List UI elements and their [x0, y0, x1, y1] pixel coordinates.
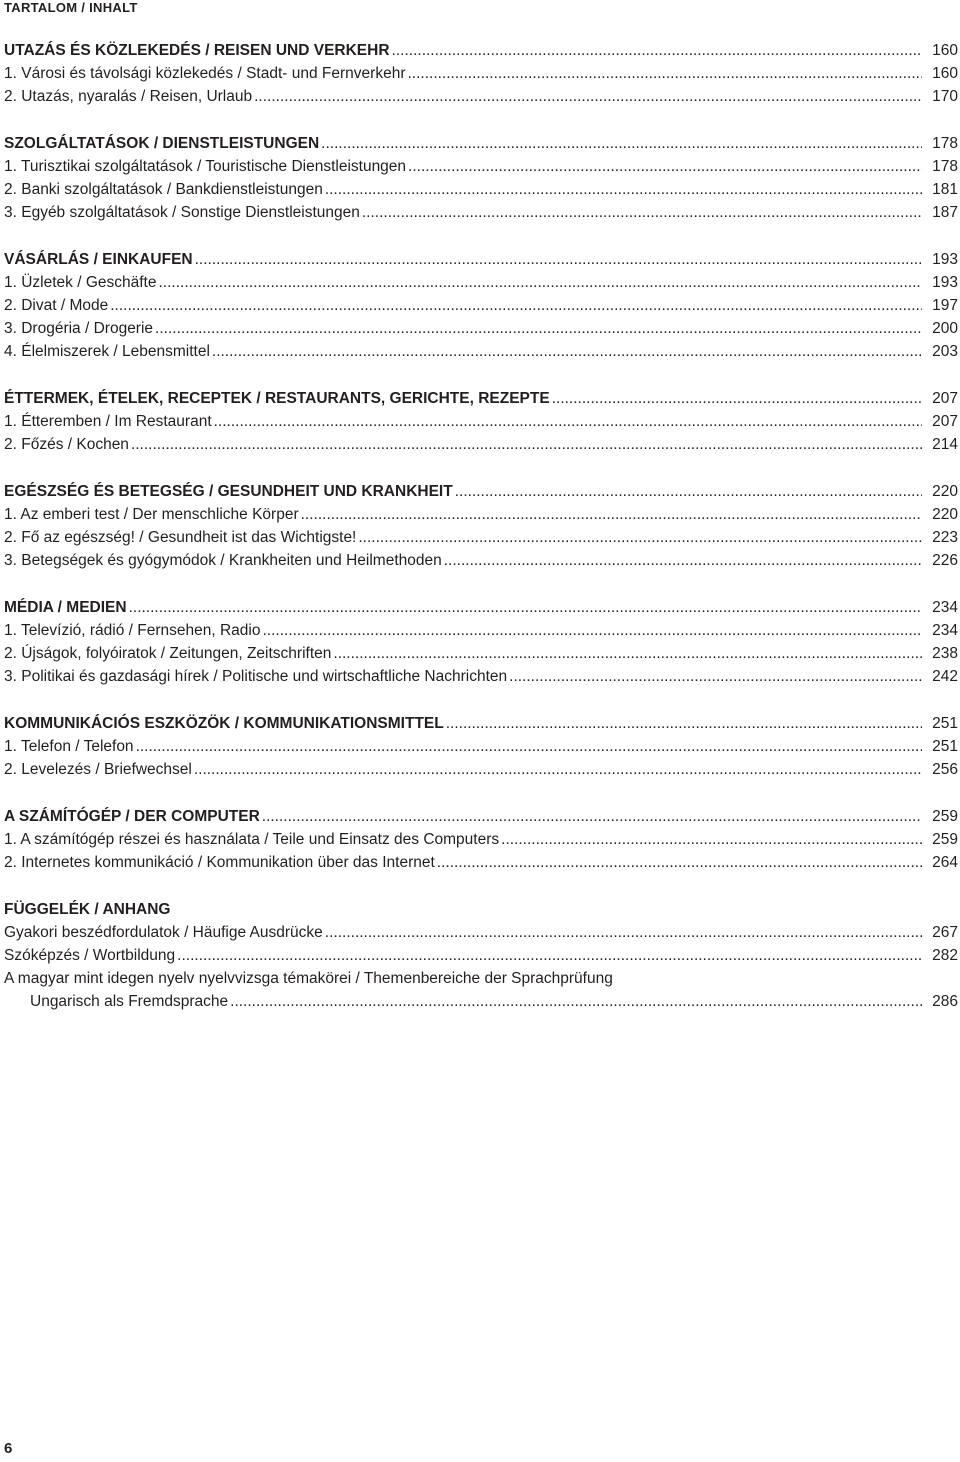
- section-heading-label: KOMMUNIKÁCIÓS ESZKÖZÖK / KOMMUNIKATIONSMITTEL: [4, 715, 444, 732]
- toc-entry-label: A magyar mint idegen nyelv nyelvvizsga témakörei / Themenbereiche der Sprachprüfung: [4, 970, 613, 987]
- dot-leader: [392, 42, 922, 60]
- section-heading-page: 207: [932, 390, 958, 407]
- toc-entry-page: 197: [932, 297, 958, 314]
- dot-leader: [155, 320, 922, 338]
- dot-leader: [325, 181, 922, 199]
- dot-leader: [509, 668, 922, 686]
- section-heading: [4, 42, 958, 65]
- dot-leader: [444, 552, 922, 570]
- section-heading-label: MÉDIA / MEDIEN: [4, 599, 127, 616]
- toc-entry-page: 170: [932, 88, 958, 105]
- toc-entry-page: 220: [932, 506, 958, 523]
- dot-leader: [362, 204, 922, 222]
- dot-leader: [333, 645, 922, 663]
- toc-entry: [4, 320, 958, 343]
- toc-entry-page: 187: [932, 204, 958, 221]
- dot-leader: [254, 88, 922, 106]
- section-heading-label: SZOLGÁLTATÁSOK / DIENSTLEISTUNGEN: [4, 135, 320, 152]
- toc-section: [4, 901, 958, 1016]
- section-heading-label: FÜGGELÉK / ANHANG: [4, 901, 171, 918]
- toc-entry: [4, 645, 958, 668]
- toc-entry-label: 3. Politikai és gazdasági hírek / Politische und wirtschaftliche Nachrichten: [4, 668, 508, 685]
- toc-entry-page: 286: [932, 993, 958, 1010]
- dot-leader: [301, 506, 922, 524]
- toc-section: [4, 42, 958, 111]
- toc-section: [4, 251, 958, 366]
- dot-leader: [195, 251, 922, 269]
- section-heading-label: VÁSÁRLÁS / EINKAUFEN: [4, 251, 193, 268]
- toc-entry-label: 2. Internetes kommunikáció / Kommunikation über das Internet: [4, 854, 435, 871]
- toc-entry-page: 282: [932, 947, 958, 964]
- section-heading: [4, 390, 958, 413]
- toc-entry-page: 223: [932, 529, 958, 546]
- toc-entry-label: 2. Banki szolgáltatások / Bankdienstleistungen: [4, 181, 323, 198]
- toc-section: [4, 483, 958, 575]
- dot-leader: [437, 854, 922, 872]
- dot-leader: [325, 924, 922, 942]
- section-heading-page: 251: [932, 715, 958, 732]
- toc-entry-page: 214: [932, 436, 958, 453]
- page-header: TARTALOM / INHALT: [4, 0, 138, 15]
- dot-leader: [408, 158, 922, 176]
- toc-entry-label: 2. Levelezés / Briefwechsel: [4, 761, 192, 778]
- section-heading-label: A SZÁMÍTÓGÉP / DER COMPUTER: [4, 808, 260, 825]
- section-heading: [4, 483, 958, 506]
- section-heading: [4, 135, 958, 158]
- section-heading-page: 178: [932, 135, 958, 152]
- toc-entry-label: 1. Az emberi test / Der menschliche Körper: [4, 506, 299, 523]
- toc-entry: [4, 65, 958, 88]
- dot-leader: [136, 738, 922, 756]
- toc-entry: [4, 274, 958, 297]
- toc-entry-label: 3. Drogéria / Drogerie: [4, 320, 154, 337]
- toc-entry-label: Szóképzés / Wortbildung: [4, 947, 176, 964]
- toc-entry-page: 226: [932, 552, 958, 569]
- toc-section: [4, 599, 958, 691]
- toc-entry-label: 1. Üzletek / Geschäfte: [4, 274, 157, 291]
- section-heading-label: ÉTTERMEK, ÉTELEK, RECEPTEK / RESTAURANTS, GERICHTE, REZEPTE: [4, 390, 550, 407]
- toc-entry: [4, 88, 958, 111]
- toc-entry-label: Ungarisch als Fremdsprache: [30, 993, 229, 1010]
- toc-entry-page: 267: [932, 924, 958, 941]
- toc-entry-page: 251: [932, 738, 958, 755]
- table-of-contents: [4, 42, 958, 1040]
- toc-entry-page: 160: [932, 65, 958, 82]
- dot-leader: [129, 599, 922, 617]
- toc-entry-page: 259: [932, 831, 958, 848]
- toc-entry-page: 242: [932, 668, 958, 685]
- toc-entry-label: 3. Egyéb szolgáltatások / Sonstige Dienstleistungen: [4, 204, 360, 221]
- toc-entry: [4, 181, 958, 204]
- dot-leader: [212, 343, 922, 361]
- toc-entry: [4, 854, 958, 877]
- toc-entry: [4, 297, 958, 320]
- toc-entry: [4, 831, 958, 854]
- section-heading-page: 234: [932, 599, 958, 616]
- toc-entry: [4, 738, 958, 761]
- dot-leader: [455, 483, 922, 501]
- toc-entry-label: 1. Televízió, rádió / Fernsehen, Radio: [4, 622, 261, 639]
- toc-entry-label: 1. Városi és távolsági közlekedés / Stadt- und Fernverkehr: [4, 65, 406, 82]
- dot-leader: [501, 831, 922, 849]
- dot-leader: [407, 65, 922, 83]
- dot-leader: [446, 715, 922, 733]
- section-heading: [4, 808, 958, 831]
- toc-entry-page: 181: [932, 181, 958, 198]
- section-heading: [4, 599, 958, 622]
- toc-entry: [4, 668, 958, 691]
- toc-entry-label: 2. Fő az egészség! / Gesundheit ist das Wichtigste!: [4, 529, 357, 546]
- dot-leader: [262, 622, 922, 640]
- toc-entry: [4, 622, 958, 645]
- toc-entry-label: Gyakori beszédfordulatok / Häufige Ausdrücke: [4, 924, 323, 941]
- dot-leader: [552, 390, 922, 408]
- toc-entry-label: 1. Turisztikai szolgáltatások / Touristische Dienstleistungen: [4, 158, 407, 175]
- toc-entry-label: 1. A számítógép részei és használata / Teile und Einsatz des Computers: [4, 831, 500, 848]
- toc-entry-label: 2. Újságok, folyóiratok / Zeitungen, Zeitschriften: [4, 645, 332, 662]
- toc-entry-page: 234: [932, 622, 958, 639]
- toc-entry: [4, 436, 958, 459]
- section-heading-page: 220: [932, 483, 958, 500]
- toc-section: [4, 135, 958, 227]
- section-heading-page: 259: [932, 808, 958, 825]
- toc-entry-label: 1. Étteremben / Im Restaurant: [4, 413, 212, 430]
- toc-entry-label: 3. Betegségek és gyógymódok / Krankheiten und Heilmethoden: [4, 552, 442, 569]
- toc-entry-page: 256: [932, 761, 958, 778]
- toc-section: [4, 808, 958, 877]
- toc-entry: [4, 529, 958, 552]
- toc-entry-page: 264: [932, 854, 958, 871]
- toc-entry: [4, 413, 958, 436]
- dot-leader: [110, 297, 922, 315]
- page-number: 6: [4, 1440, 13, 1457]
- toc-entry-page: 178: [932, 158, 958, 175]
- toc-entry: [4, 158, 958, 181]
- toc-entry: [4, 970, 958, 993]
- dot-leader: [159, 274, 923, 292]
- section-heading: [4, 715, 958, 738]
- section-heading: [4, 251, 958, 274]
- dot-leader: [214, 413, 922, 431]
- toc-entry: [4, 204, 958, 227]
- toc-entry-label: 1. Telefon / Telefon: [4, 738, 134, 755]
- toc-entry-label: 4. Élelmiszerek / Lebensmittel: [4, 343, 210, 360]
- toc-entry-page: 203: [932, 343, 958, 360]
- section-heading-label: EGÉSZSÉG ÉS BETEGSÉG / GESUNDHEIT UND KRANKHEIT: [4, 483, 453, 500]
- dot-leader: [321, 135, 922, 153]
- section-heading-page: 160: [932, 42, 958, 59]
- toc-entry: [4, 552, 958, 575]
- toc-entry-page: 207: [932, 413, 958, 430]
- toc-entry: [4, 506, 958, 529]
- toc-entry-label: 2. Utazás, nyaralás / Reisen, Urlaub: [4, 88, 253, 105]
- toc-entry-label: 2. Divat / Mode: [4, 297, 109, 314]
- toc-entry-label: 2. Főzés / Kochen: [4, 436, 129, 453]
- toc-section: [4, 390, 958, 459]
- dot-leader: [230, 993, 922, 1011]
- toc-entry-page: 200: [932, 320, 958, 337]
- section-heading-page: 193: [932, 251, 958, 268]
- toc-entry: [4, 924, 958, 947]
- toc-entry: [4, 993, 958, 1016]
- toc-entry: [4, 343, 958, 366]
- section-heading: [4, 901, 958, 924]
- toc-section: [4, 715, 958, 784]
- section-heading-label: UTAZÁS ÉS KÖZLEKEDÉS / REISEN UND VERKEHR: [4, 42, 390, 59]
- dot-leader: [262, 808, 922, 826]
- dot-leader: [177, 947, 922, 965]
- toc-entry-page: 238: [932, 645, 958, 662]
- toc-entry-page: 193: [932, 274, 958, 291]
- toc-entry: [4, 947, 958, 970]
- dot-leader: [358, 529, 922, 547]
- dot-leader: [194, 761, 922, 779]
- toc-entry: [4, 761, 958, 784]
- dot-leader: [131, 436, 922, 454]
